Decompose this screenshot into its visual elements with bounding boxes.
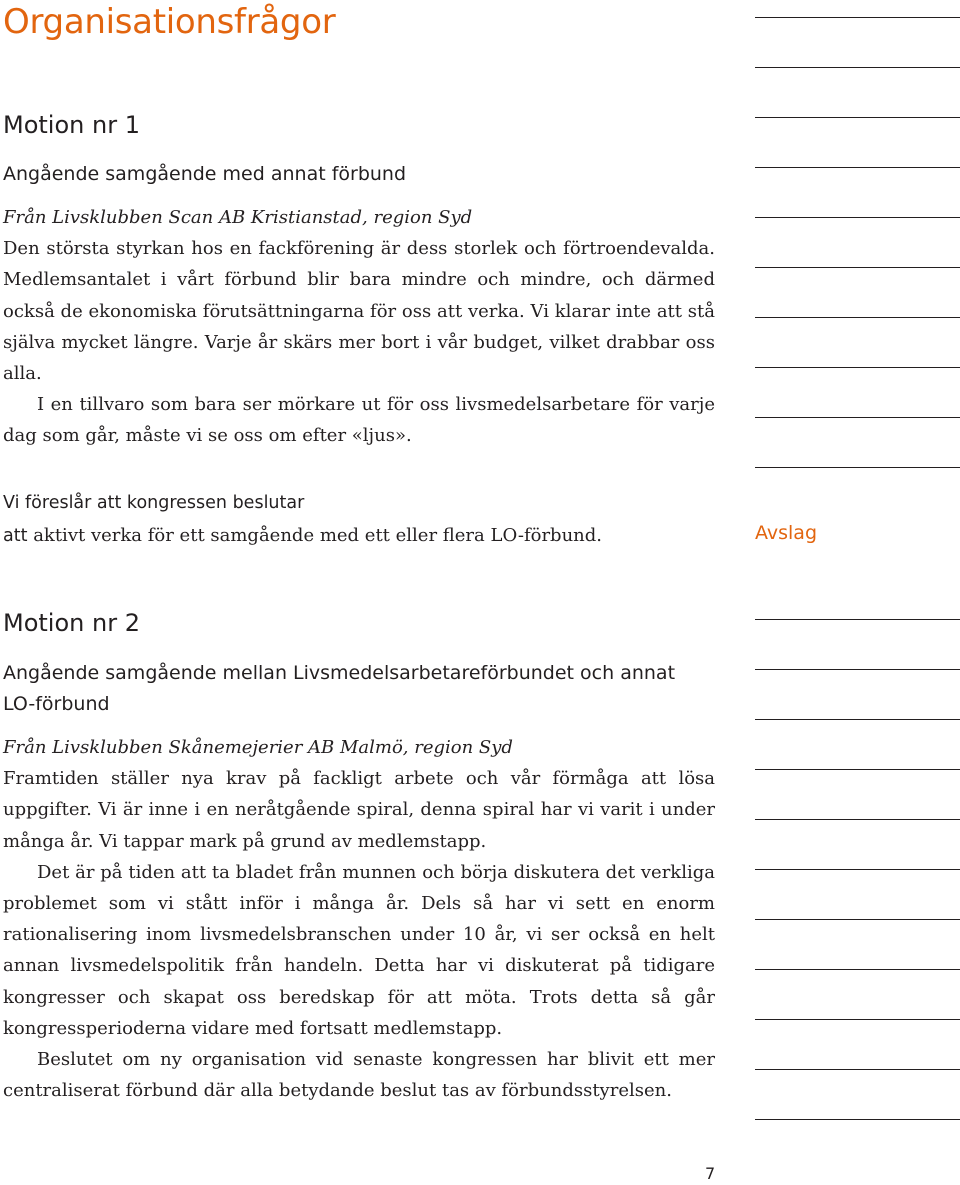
note-line	[755, 117, 960, 118]
proposal-heading: Vi föreslår att kongressen beslutar	[3, 493, 305, 513]
note-line	[755, 367, 960, 368]
proposal-att-clause	[3, 520, 723, 553]
motion-1-paragraph-1: Den största styrkan hos en fackförening är dess storlek och förtroendevalda. Medlemsantalet i vårt förbund blir bara mindre och mindre, och därmed också de ekonomiska förutsättningarna för oss att verka. Vi klarar inte att stå själva mycket längre. Varje år skärs mer bort i vår budget, vilket drabbar oss alla.	[3, 238, 715, 385]
note-line	[755, 267, 960, 268]
note-line	[755, 467, 960, 468]
note-line	[755, 819, 960, 820]
att-text: aktivt verka för ett samgående med ett eller flera LO-förbund.	[33, 524, 602, 546]
note-line	[755, 869, 960, 870]
note-line	[755, 619, 960, 620]
motion-1-body	[3, 202, 715, 452]
note-line	[755, 317, 960, 318]
note-line	[755, 217, 960, 218]
note-line	[755, 417, 960, 418]
motion-2-paragraph-3: Beslutet om ny organisation vid senaste kongressen har blivit ett mer centraliserat förbund där alla betydande beslut tas av förbundsstyrelsen.	[3, 1049, 715, 1102]
motion-1-paragraph-2: I en tillvaro som bara ser mörkare ut för oss livsmedelsarbetare för varje dag som går, måste vi se oss om efter «ljus».	[3, 394, 715, 447]
motion-1-from: Från Livsklubben Scan AB Kristianstad, region Syd	[3, 207, 473, 228]
page-number: 7	[705, 1164, 716, 1183]
note-line	[755, 719, 960, 720]
note-line	[755, 1069, 960, 1070]
att-label: att	[3, 525, 28, 546]
note-line	[755, 1119, 960, 1120]
note-line	[755, 167, 960, 168]
motion-2-from: Från Livsklubben Skånemejerier AB Malmö, region Syd	[3, 737, 513, 758]
note-line	[755, 919, 960, 920]
note-line	[755, 1019, 960, 1020]
motion-2-paragraph-1: Framtiden ställer nya krav på fackligt arbete och vår förmåga att lösa uppgifter. Vi är inne i en neråtgående spiral, denna spiral har vi varit i under många år. Vi tappar mark på grund av medlemstapp.	[3, 768, 715, 852]
page-title: Organisationsfrågor	[3, 2, 336, 42]
motion-2-subject: Angående samgående mellan Livsmedelsarbetareförbundet och annat LO-förbund	[3, 662, 676, 715]
note-line	[755, 669, 960, 670]
note-line	[755, 17, 960, 18]
motion-1-proposal	[3, 488, 723, 552]
motion-2-body	[3, 732, 715, 1106]
motion-2-paragraph-2: Det är på tiden att ta bladet från munnen och börja diskutera det verkliga problemet som vi stått inför i många år. Dels så har vi sett en enorm rationalisering inom livsmedelsbranschen under 10 år, vi ser också en helt annan livsmedelspolitik från handeln. Detta har vi diskuterat på tidigare kongresser och skapat oss beredskap för att möta. Trots detta så går kongressperioderna vidare med fortsatt medlemstapp.	[3, 861, 715, 1039]
motion-1-subject: Angående samgående med annat förbund	[3, 163, 407, 185]
note-line	[755, 67, 960, 68]
note-line	[755, 769, 960, 770]
motion-2-heading: Motion nr 2	[3, 609, 140, 637]
motion-1-verdict: Avslag	[755, 522, 818, 544]
motion-1-heading: Motion nr 1	[3, 111, 140, 139]
note-line	[755, 969, 960, 970]
